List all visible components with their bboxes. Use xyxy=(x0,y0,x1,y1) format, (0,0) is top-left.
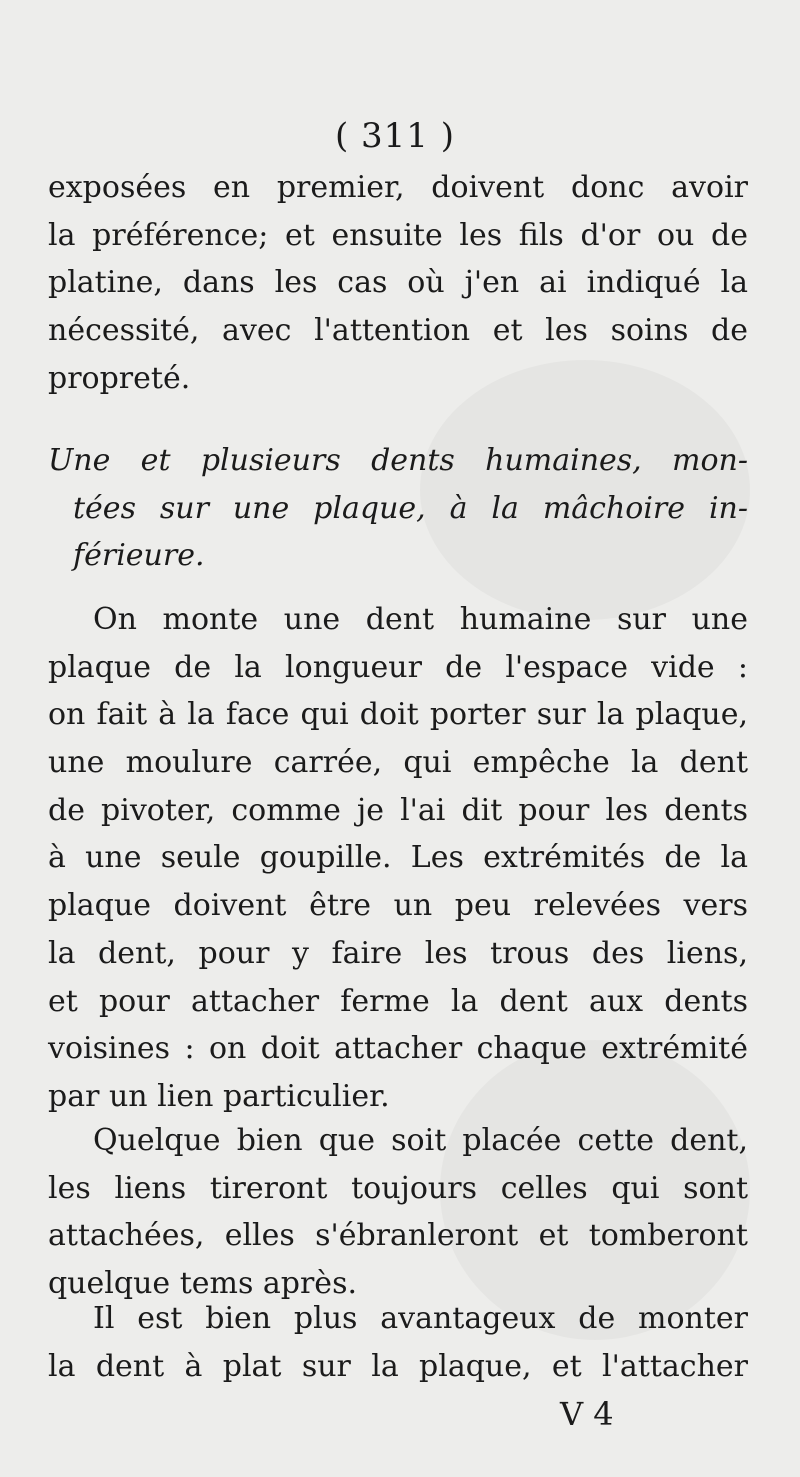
text-line: Il est bien plus avantageux de monter xyxy=(93,1301,748,1336)
text-line: férieure. xyxy=(73,538,205,574)
page-number: ( 311 ) xyxy=(334,116,456,156)
text-line: platine, dans les cas où j'en ai indiqué la xyxy=(48,265,748,301)
text-line: la préférence; et ensuite les fils d'or ou de xyxy=(48,217,748,253)
text-line: exposées en premier, doivent donc avoir xyxy=(48,170,748,205)
text-line: tées sur une plaque, à la mâchoire in- xyxy=(73,490,748,526)
text-line: On monte une dent humaine sur une xyxy=(93,602,748,637)
section-heading xyxy=(48,437,748,580)
paragraph-continuation xyxy=(48,164,748,402)
text-line: Quelque bien que soit placée cette dent, xyxy=(93,1123,748,1158)
text-line: propreté. xyxy=(48,360,191,396)
signature-mark: V 4 xyxy=(560,1395,614,1433)
text-line: plaque de la longueur de l'espace vide : xyxy=(48,649,748,685)
paragraph xyxy=(48,596,748,1121)
text-line: à une seule goupille. Les extrémités de la xyxy=(48,840,748,876)
text-line: plaque doivent être un peu relevées vers xyxy=(48,888,748,924)
text-line: nécessité, avec l'attention et les soins de xyxy=(48,313,748,349)
text-line: les liens tireront toujours celles qui sont xyxy=(48,1170,748,1206)
text-line: voisines : on doit attacher chaque extrémité xyxy=(48,1031,748,1067)
text-line: et pour attacher ferme la dent aux dents xyxy=(48,983,748,1019)
paragraph xyxy=(48,1295,748,1390)
text-line: une moulure carrée, qui empêche la dent xyxy=(48,745,748,781)
text-line: Une et plusieurs dents humaines, mon- xyxy=(48,443,748,478)
text-line: la dent à plat sur la plaque, et l'attacher xyxy=(48,1348,748,1384)
text-line: on fait à la face qui doit porter sur la plaque, xyxy=(48,697,748,733)
text-line: attachées, elles s'ébranleront et tomberont xyxy=(48,1218,748,1254)
text-line: de pivoter, comme je l'ai dit pour les dents xyxy=(48,792,748,828)
text-line: la dent, pour y faire les trous des liens, xyxy=(48,935,748,971)
text-line: quelque tems après. xyxy=(48,1266,357,1302)
paragraph xyxy=(48,1117,748,1308)
text-line: par un lien particulier. xyxy=(48,1078,390,1114)
